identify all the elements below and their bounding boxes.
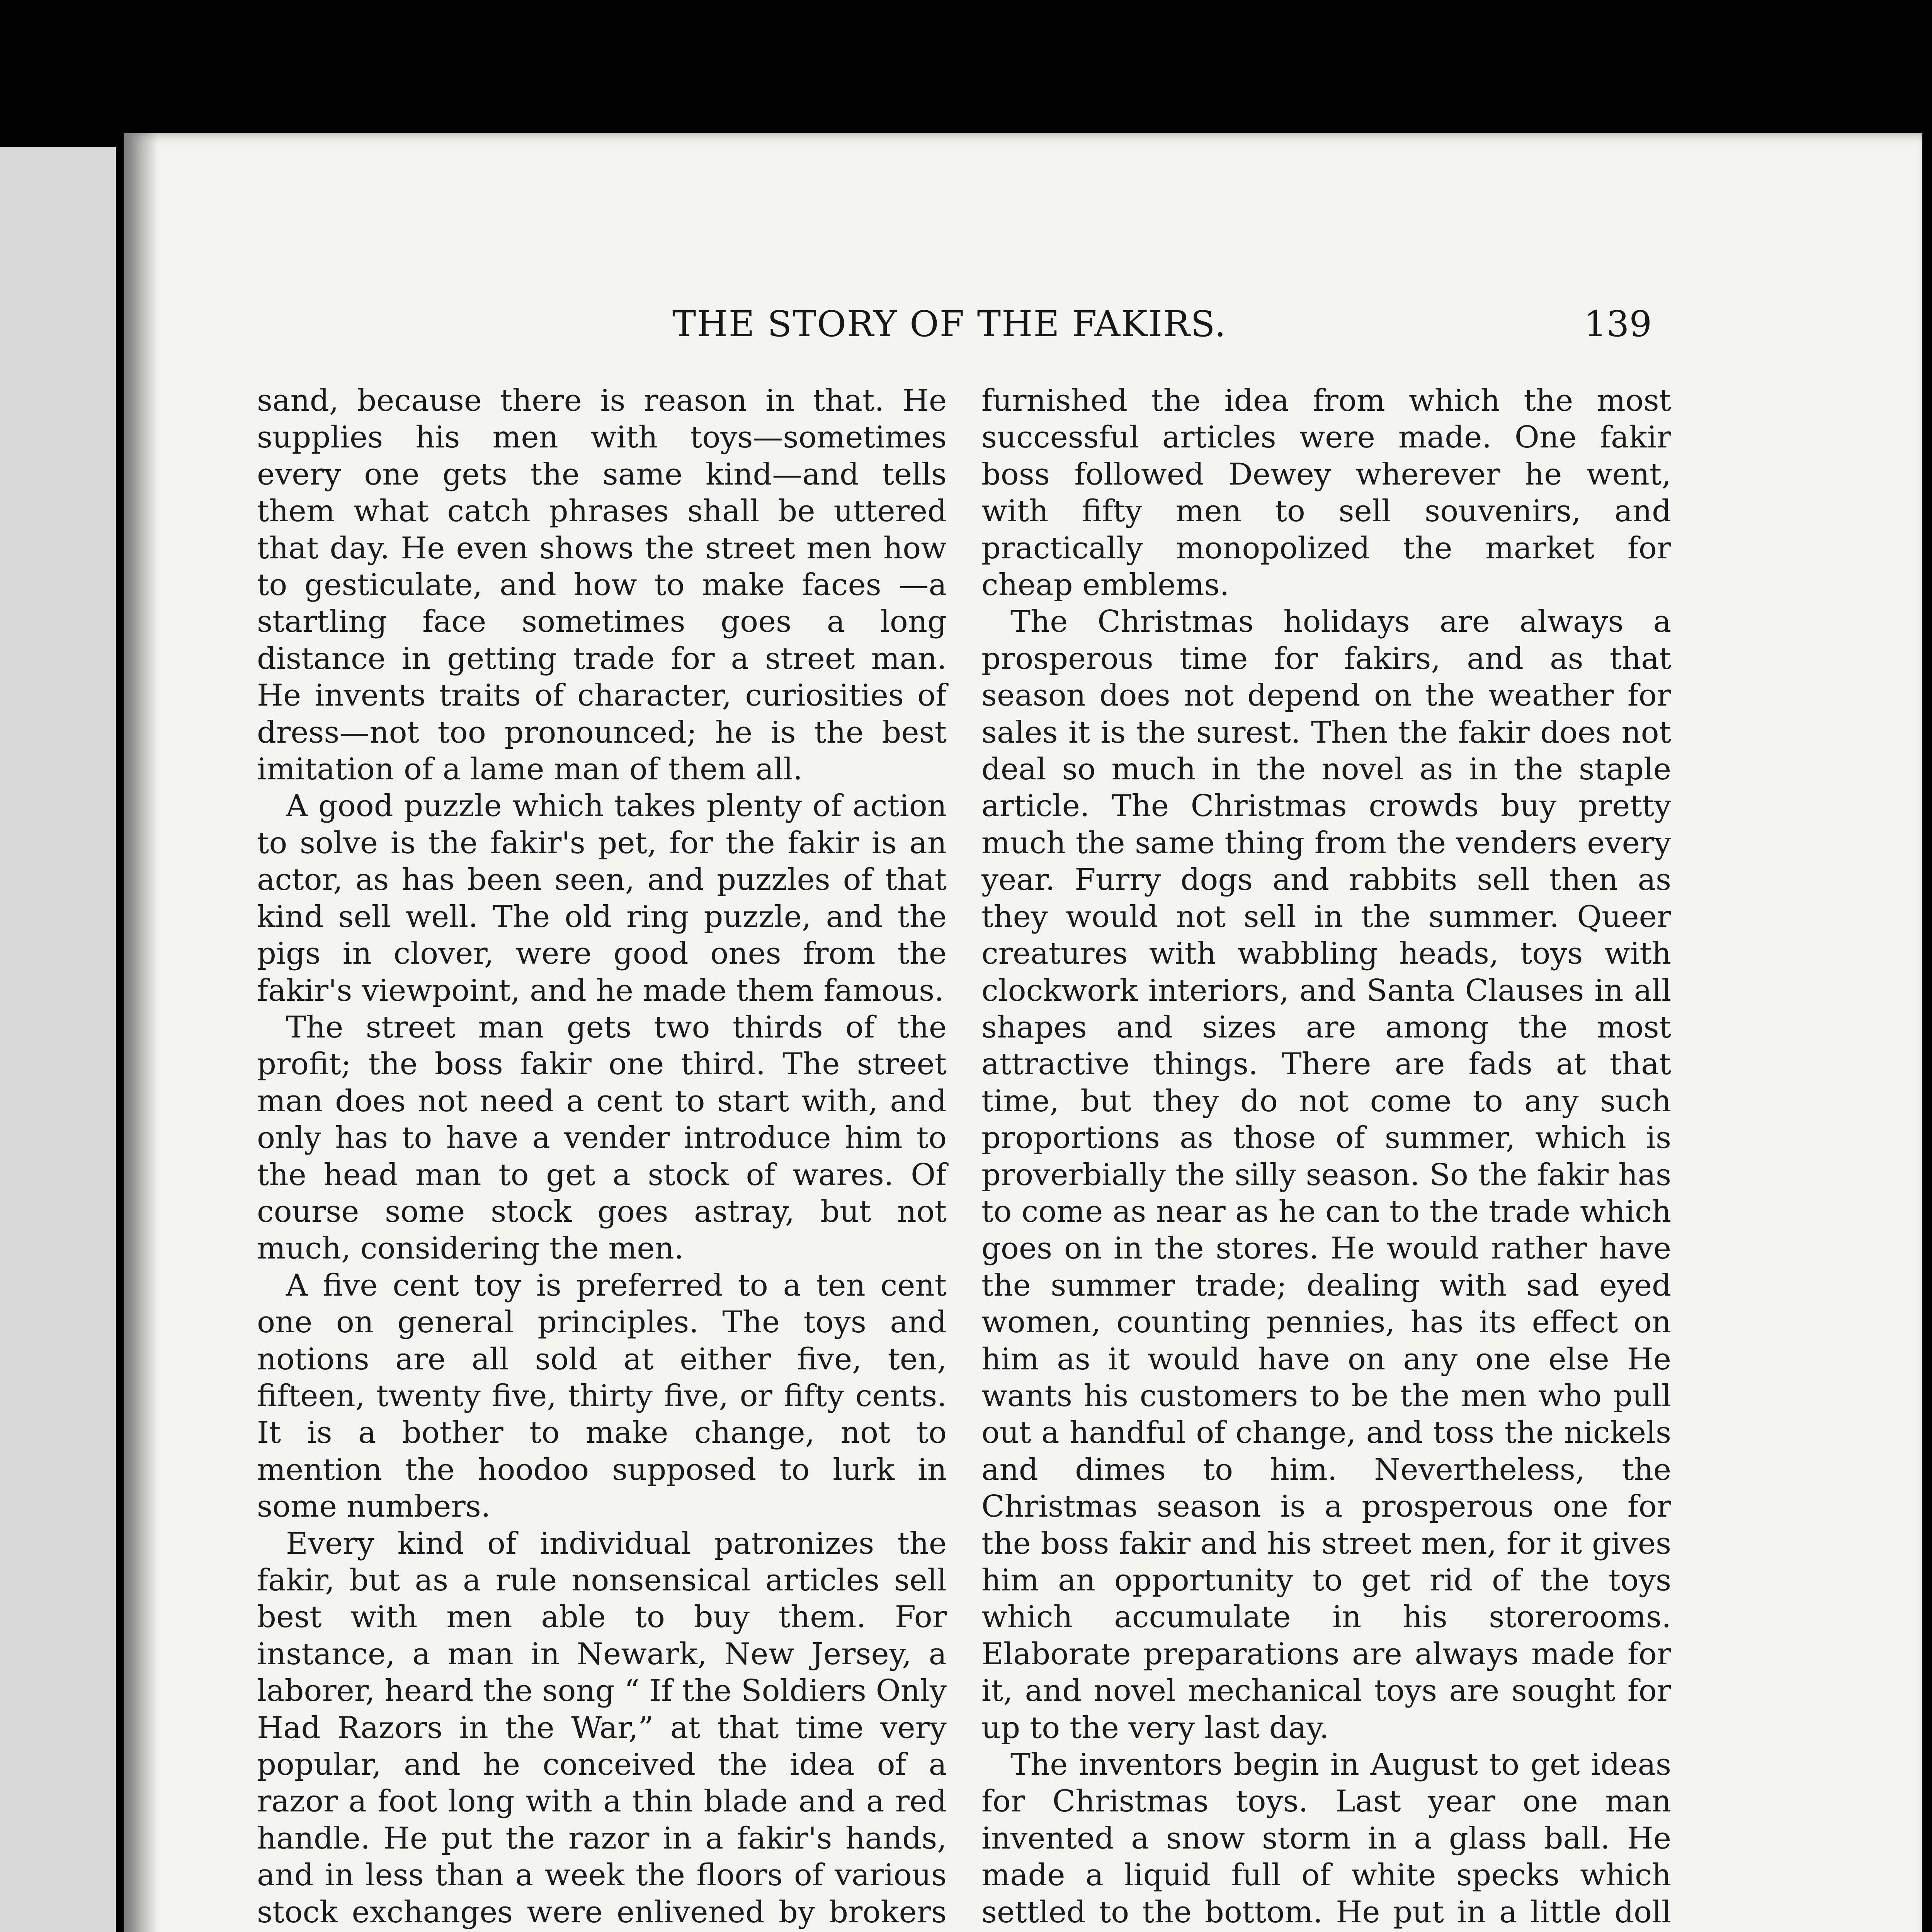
paragraph: The inventors begin in August to get ideas for Christmas toys. Last year one man invented a snow storm in a glass ball. He made a liquid full of white specks which settled to the bottom. He put in a little doll bbox=[981, 1747, 1671, 1930]
paragraph: The street man gets two thirds of the profit; the boss fakir one third. The street man does not need a cent to start with, and only has to have a vender introduce him to the head man to get a stock of wares. Of course some stock goes astray, but not much, considering the men. bbox=[257, 1010, 947, 1266]
paragraph: furnished the idea from which the most successful articles were made. One fakir boss followed Dewey wherever he went, with fifty men to sell souvenirs, and practically monopolized the market for cheap emblems. bbox=[981, 383, 1671, 603]
paragraph: Every kind of individual patronizes the fakir, but as a rule nonsensical articles sell best with men able to buy them. For instance, a man in Newark, New Jersey, a laborer, heard the song “ If the Soldiers Only Had Razors in the War,” at that time very popular, and he conceived the idea of a razor a foot long with a thin blade and a red handle. He put the razor in a fakir's hands, and in less than a week the floors of various stock exchanges were enlivened by brokers bbox=[257, 1526, 947, 1930]
paragraph: sand, because there is reason in that. He supplies his men with toys—sometimes every one gets the same kind—and tells them what catch phrases shall be uttered that day. He even shows the street men how to gesticulate, and how to make faces —a startling face sometimes goes a long distance in getting trade for a street man. He invents traits of character, curiosities of dress—not too pronounced; he is the best imitation of a lame man of them all. bbox=[257, 383, 947, 787]
right-column bbox=[981, 383, 1671, 1932]
running-head bbox=[124, 303, 1922, 350]
paragraph: A good puzzle which takes plenty of action to solve is the fakir's pet, for the fakir is an actor, as has been seen, and puzzles of that kind sell well. The old ring puzzle, and the pigs in clover, were good ones from the fakir's viewpoint, and he made them famous. bbox=[257, 789, 947, 1008]
facing-page-edge bbox=[0, 147, 116, 1932]
paragraph: The Christmas holidays are always a prosperous time for fakirs, and as that season does not depend on the weather for sales it is the surest. Then the fakir does not deal so much in the novel as in the staple article. The Christmas crowds buy pretty much the same thing from the venders every year. Furry dogs and rabbits sell then as they would not sell in the summer. Queer creatures with wabbling heads, toys with clockwork interiors, and Santa Clauses in all shapes and sizes are among the most attractive things. There are fads at that time, but they do not come to any such proportions as those of summer, which is proverbially the silly season. So the fakir has to come as near as he can to the trade which goes on in the stores. He would rather have the summer trade; dealing with sad eyed women, counting pennies, has its effect on him as it would have on any one else He wants his customers to be the men who pull out a handful of change, and toss the nickels and dimes to him. Nevertheless, the Christmas season is a prosperous one for the boss fakir and his street men, for it gives him an opportunity to get rid of the toys which accumulate in his storerooms. Elaborate preparations are always made for it, and novel mechanical toys are sought for up to the very last day. bbox=[981, 604, 1671, 1745]
running-title: THE STORY OF THE FAKIRS. bbox=[672, 303, 1227, 345]
paragraph: A five cent toy is preferred to a ten cent one on general principles. The toys and notions are all sold at either five, ten, fifteen, twenty five, thirty five, or fifty cents. It is a bother to make change, not to mention the hoodoo supposed to lurk in some numbers. bbox=[257, 1268, 947, 1524]
gutter-shadow bbox=[124, 133, 158, 1932]
left-column bbox=[257, 383, 947, 1932]
page-number: 139 bbox=[1584, 303, 1652, 345]
book-page bbox=[124, 133, 1922, 1932]
